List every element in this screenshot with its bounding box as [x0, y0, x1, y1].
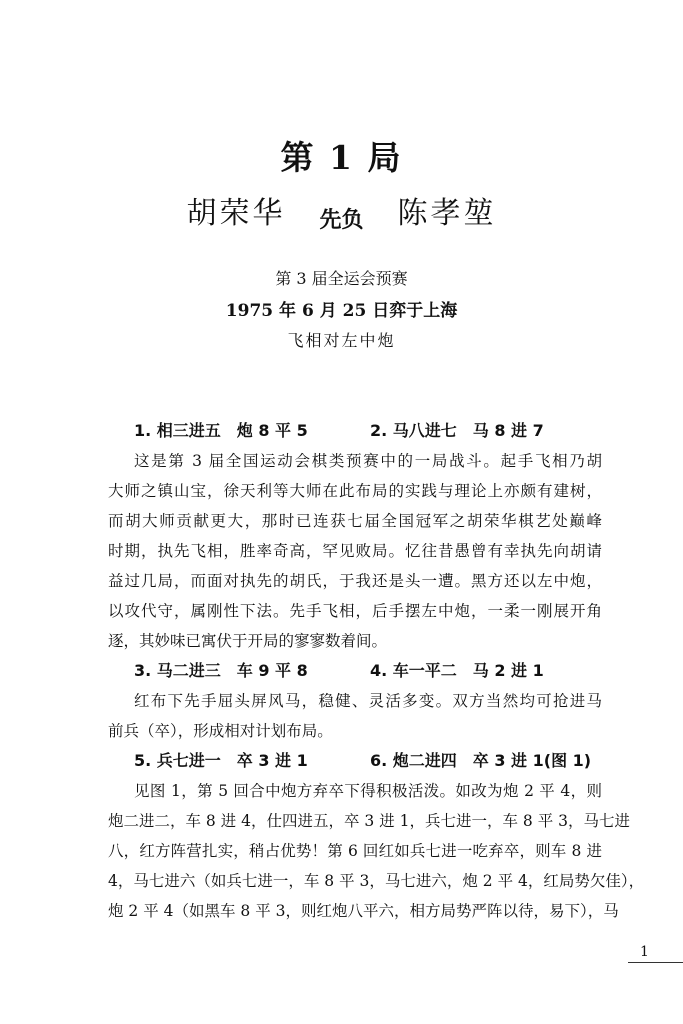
commentary-line: 炮二进二，车 8 进 4，仕四进五，卒 3 进 1，兵七进一，车 8 平 3，马七进	[108, 812, 631, 830]
opening-name: 飞相对左中炮	[287, 331, 396, 350]
move-pair: 6. 炮二进四 卒 3 进 1(图 1)	[370, 751, 592, 770]
commentary-line: 炮 2 平 4（如黑车 8 平 3，则红炮八平六，相方局势严阵以待，易下），马	[108, 902, 619, 920]
move-pair: 4. 车一平二 马 2 进 1	[370, 661, 544, 680]
commentary-line: 这是第 3 届全国运动会棋类预赛中的一局战斗。起手飞相乃胡	[134, 452, 602, 470]
move-row	[108, 656, 602, 686]
black-player-name: 陈孝堃	[397, 196, 497, 231]
move-pair: 2. 马八进七 马 8 进 7	[370, 421, 544, 440]
commentary-paragraph	[108, 446, 602, 656]
commentary-paragraph	[108, 776, 645, 926]
commentary-line: 前兵（卒），形成相对计划布局。	[108, 722, 333, 740]
move-row	[108, 416, 602, 446]
page-number: 1	[640, 944, 649, 960]
move-pair: 1. 相三进五 炮 8 平 5	[134, 421, 308, 440]
game-result: 先负	[319, 208, 364, 233]
players-line	[0, 188, 683, 232]
commentary-line: 见图 1，第 5 回合中炮方弃卒下得积极活泼。如改为炮 2 平 4，则	[134, 782, 602, 800]
page-number-rule	[628, 962, 683, 963]
move-row	[108, 746, 602, 776]
commentary-line: 八，红方阵营扎实，稍占优势！第 6 回红如兵七进一吃弃卒，则车 8 进	[108, 842, 602, 860]
commentary-line: 时期，执先飞相，胜率奇高，罕见败局。忆往昔愚曾有幸执先向胡请	[108, 542, 602, 560]
commentary-line: 而胡大师贡献更大，那时已连获七届全国冠军之胡荣华棋艺处巅峰	[108, 512, 602, 530]
move-pair: 5. 兵七进一 卒 3 进 1	[134, 751, 308, 770]
game-number-heading: 第 1 局	[280, 138, 403, 177]
commentary-line: 以攻代守，属刚性下法。先手飞相，后手摆左中炮，一柔一刚展开角	[108, 602, 602, 620]
commentary-line: 大师之镇山宝，徐天利等大师在此布局的实践与理论上亦颇有建树，	[108, 482, 602, 500]
move-pair: 3. 马二进三 车 9 平 8	[134, 661, 308, 680]
commentary-line: 4，马七进六（如兵七进一，车 8 平 3，马七进六，炮 2 平 4，红局势欠佳），	[108, 872, 645, 890]
commentary-line: 益过几局，而面对执先的胡氏，于我还是头一遭。黑方还以左中炮，	[108, 572, 602, 590]
commentary-line: 红布下先手屈头屏风马，稳健、灵活多变。双方当然均可抢进马	[134, 692, 602, 710]
commentary-line: 逐，其妙味已寓伏于开局的寥寥数着间。	[108, 632, 388, 650]
game-annotation-body	[108, 416, 645, 926]
commentary-paragraph	[108, 686, 602, 746]
event-name: 第 3 届全运会预赛	[275, 269, 408, 288]
date-place: 1975 年 6 月 25 日弈于上海	[225, 301, 458, 321]
red-player-name: 胡荣华	[186, 196, 286, 231]
